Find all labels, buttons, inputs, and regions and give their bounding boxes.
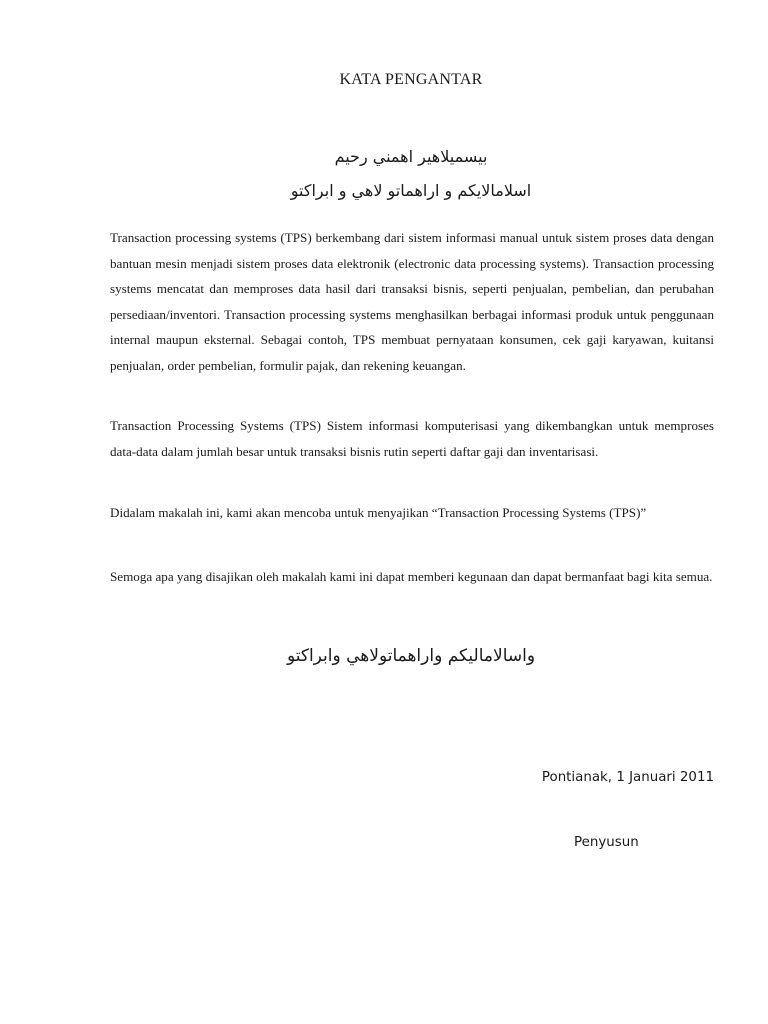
opening-salam-text: اسلامالايكم و اراهماتو لاهي و ابراكتو bbox=[290, 181, 532, 200]
place-date: Pontianak, 1 Januari 2011 bbox=[541, 770, 714, 785]
signer-name: Penyusun bbox=[574, 835, 639, 850]
closing-salam-text: واسالاماليكم واراهماتولاهي وابراكتو bbox=[286, 646, 536, 666]
paragraph-1: Transaction processing systems (TPS) berkembang dari sistem informasi manual untuk sistem proses data dengan bantuan mesin menjadi sistem proses data elektronik (electronic data processing systems). Transaction processing systems mencatat dan memproses data hasil dari transaksi bisnis, seperti penjualan, pembelian, dan perubahan persediaan/inventori. Transaction processing systems menghasilkan berbagai informasi produk untuk penggunaan internal maupun eksternal. Sebagai contoh, TPS membuat pernyataan konsumen, cek gaji karyawan, kuitansi penjualan, order pembelian, formulir pajak, dan rekening keuangan. bbox=[110, 230, 714, 373]
basmala-text: بيسميلاهير اهمني رحيم bbox=[334, 147, 488, 166]
paragraph-2: Transaction Processing Systems (TPS) Sistem informasi komputerisasi yang dikembangkan untuk memproses data-data dalam jumlah besar untuk transaksi bisnis rutin seperti daftar gaji dan inventarisasi. bbox=[110, 418, 714, 459]
paragraph-4: Semoga apa yang disajikan oleh makalah kami ini dapat memberi kegunaan dan dapat bermanfaat bagi kita semua. bbox=[110, 569, 713, 584]
page-title: KATA PENGANTAR bbox=[339, 71, 483, 88]
paragraph-3: Didalam makalah ini, kami akan mencoba untuk menyajikan “Transaction Processing Systems (TPS)” bbox=[110, 505, 647, 520]
